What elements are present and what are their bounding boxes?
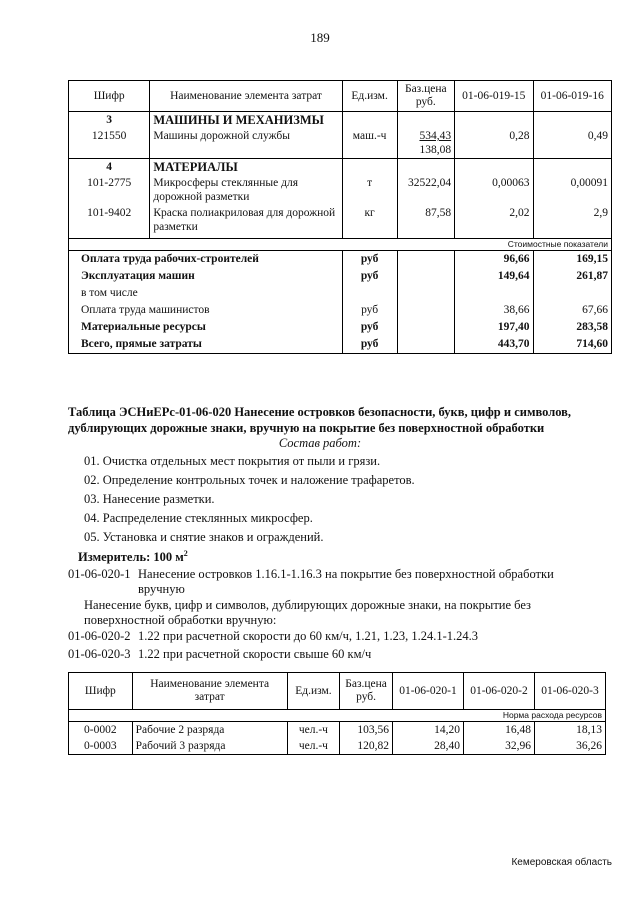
row-value-16: 0,49 (533, 128, 611, 159)
measure-label: Измеритель: 100 м (78, 550, 184, 565)
row-price (397, 128, 455, 159)
table-row (69, 205, 612, 239)
item-code: 01-06-020-3 (68, 647, 131, 661)
header-price: Баз.цена руб. (340, 673, 393, 710)
table-row (69, 738, 606, 755)
summary-name: Всего, прямые затраты (69, 336, 343, 354)
row-value-16: 0,00091 (533, 175, 611, 205)
row-price-secondary: 138,08 (419, 144, 452, 156)
header-col-2: 01-06-020-2 (463, 673, 534, 710)
header-unit: Ед.изм. (287, 673, 340, 710)
row-unit: кг (342, 205, 397, 239)
section-row (69, 112, 612, 129)
works-list (84, 452, 415, 547)
row-value-1: 14,20 (392, 722, 463, 739)
summary-name: Материальные ресурсы (69, 319, 343, 336)
row-code: 0-0002 (69, 722, 133, 739)
cost-indicators-label: Стоимостные показатели (69, 239, 612, 251)
row-value-16: 2,9 (533, 205, 611, 239)
summary-row (69, 302, 612, 319)
row-name: Машины дорожной службы (150, 128, 342, 159)
header-cipher: Шифр (69, 81, 150, 112)
header-col-15: 01-06-019-15 (455, 81, 533, 112)
row-name: Рабочий 3 разряда (132, 738, 287, 755)
summary-name: Эксплуатация машин (69, 268, 343, 285)
works-list-item: 02. Определение контрольных точек и наложение трафаретов. (84, 473, 415, 487)
row-code: 0-0003 (69, 738, 133, 755)
summary-value-16: 261,87 (533, 268, 611, 285)
measure-unit (78, 549, 188, 565)
section-table-title: Таблица ЭСНиЕРс-01-06-020 Нанесение островков безопасности, букв, цифр и символов, дублирующих дорожные знаки, вручную на покрытие без поверхностной обработки (68, 405, 572, 435)
works-list-item: 03. Нанесение разметки. (84, 492, 215, 506)
summary-unit: руб (342, 268, 397, 285)
table-row (69, 128, 612, 159)
row-unit: чел.-ч (287, 722, 340, 739)
norm-header (69, 710, 606, 722)
cost-indicators-header (69, 239, 612, 251)
row-code: 101-2775 (69, 175, 150, 205)
row-value-15: 0,00063 (455, 175, 533, 205)
measure-superscript: 2 (183, 549, 188, 558)
works-list-item: 04. Распределение стеклянных микросфер. (84, 511, 313, 525)
table-header-row (69, 81, 612, 112)
summary-unit: руб (342, 336, 397, 354)
row-name: Микросферы стеклянные для дорожной разметки (150, 175, 342, 205)
header-col-1: 01-06-020-1 (392, 673, 463, 710)
summary-unit: руб (342, 251, 397, 269)
region-footer: Кемеровская область (511, 857, 612, 868)
row-value-3: 36,26 (534, 738, 605, 755)
summary-value-15: 443,70 (455, 336, 533, 354)
works-list-item: 05. Установка и снятие знаков и ограждений. (84, 530, 324, 544)
summary-value-16: 283,58 (533, 319, 611, 336)
summary-unit: руб (342, 302, 397, 319)
table-row (69, 722, 606, 739)
norm-header-label: Норма расхода ресурсов (69, 710, 606, 722)
row-value-15: 0,28 (455, 128, 533, 159)
header-name: Наименование элемента затрат (150, 81, 342, 112)
row-value-1: 28,40 (392, 738, 463, 755)
row-value-15: 2,02 (455, 205, 533, 239)
section-title: МАШИНЫ И МЕХАНИЗМЫ (150, 112, 342, 129)
header-col-3: 01-06-020-3 (534, 673, 605, 710)
section-row (69, 159, 612, 176)
header-name: Наименование элемента затрат (132, 673, 287, 710)
table-row (69, 175, 612, 205)
item-text: Нанесение островков 1.16.1-1.16.3 на покрытие без поверхностной обработки вручную (138, 567, 554, 596)
summary-row (69, 285, 612, 302)
summary-value-15: 38,66 (455, 302, 533, 319)
row-unit: маш.-ч (342, 128, 397, 159)
item-text: 1.22 при расчетной скорости до 60 км/ч, 1.21, 1.23, 1.24.1-1.24.3 (138, 629, 479, 643)
items-description: Нанесение букв, цифр и символов, дублирующих дорожные знаки, на покрытие без поверхностной обработки вручную: (84, 598, 531, 627)
row-value-2: 32,96 (463, 738, 534, 755)
resources-table-020 (68, 672, 606, 755)
summary-value-15: 197,40 (455, 319, 533, 336)
summary-row (69, 336, 612, 354)
header-unit: Ед.изм. (342, 81, 397, 112)
section-title: МАТЕРИАЛЫ (150, 159, 342, 176)
item-text: 1.22 при расчетной скорости свыше 60 км/ч (138, 647, 372, 661)
summary-row (69, 319, 612, 336)
row-price: 32522,04 (397, 175, 455, 205)
row-price: 103,56 (340, 722, 393, 739)
row-name: Краска полиакриловая для дорожной разметки (150, 205, 342, 239)
row-value-3: 18,13 (534, 722, 605, 739)
row-code: 101-9402 (69, 205, 150, 239)
item-code: 01-06-020-2 (68, 629, 131, 643)
summary-value-16: 169,15 (533, 251, 611, 269)
table-header-row (69, 673, 606, 710)
item-code: 01-06-020-1 (68, 567, 131, 581)
header-cipher: Шифр (69, 673, 133, 710)
works-list-item: 01. Очистка отдельных мест покрытия от пыли и грязи. (84, 454, 381, 468)
summary-value-16: 67,66 (533, 302, 611, 319)
item-row (68, 629, 478, 644)
summary-value-16: 714,60 (533, 336, 611, 354)
row-value-2: 16,48 (463, 722, 534, 739)
summary-unit: руб (342, 319, 397, 336)
works-heading: Состав работ: (278, 436, 362, 450)
header-price: Баз.цена руб. (397, 81, 455, 112)
row-name: Рабочие 2 разряда (132, 722, 287, 739)
row-price: 120,82 (340, 738, 393, 755)
summary-value-15: 96,66 (455, 251, 533, 269)
summary-name: в том числе (69, 285, 343, 302)
summary-value-15: 149,64 (455, 268, 533, 285)
row-unit: т (342, 175, 397, 205)
item-row (68, 647, 371, 662)
section-number: 3 (69, 112, 150, 129)
summary-name: Оплата труда рабочих-строителей (69, 251, 343, 269)
summary-row (69, 251, 612, 269)
header-col-16: 01-06-019-16 (533, 81, 611, 112)
page-number: 189 (310, 30, 330, 45)
row-unit: чел.-ч (287, 738, 340, 755)
summary-name: Оплата труда машинистов (69, 302, 343, 319)
resources-table-019 (68, 80, 612, 354)
item-row (68, 567, 608, 597)
row-code: 121550 (69, 128, 150, 159)
summary-row (69, 268, 612, 285)
section-number: 4 (69, 159, 150, 176)
row-price-main: 534,43 (419, 130, 452, 142)
row-price: 87,58 (397, 205, 455, 239)
